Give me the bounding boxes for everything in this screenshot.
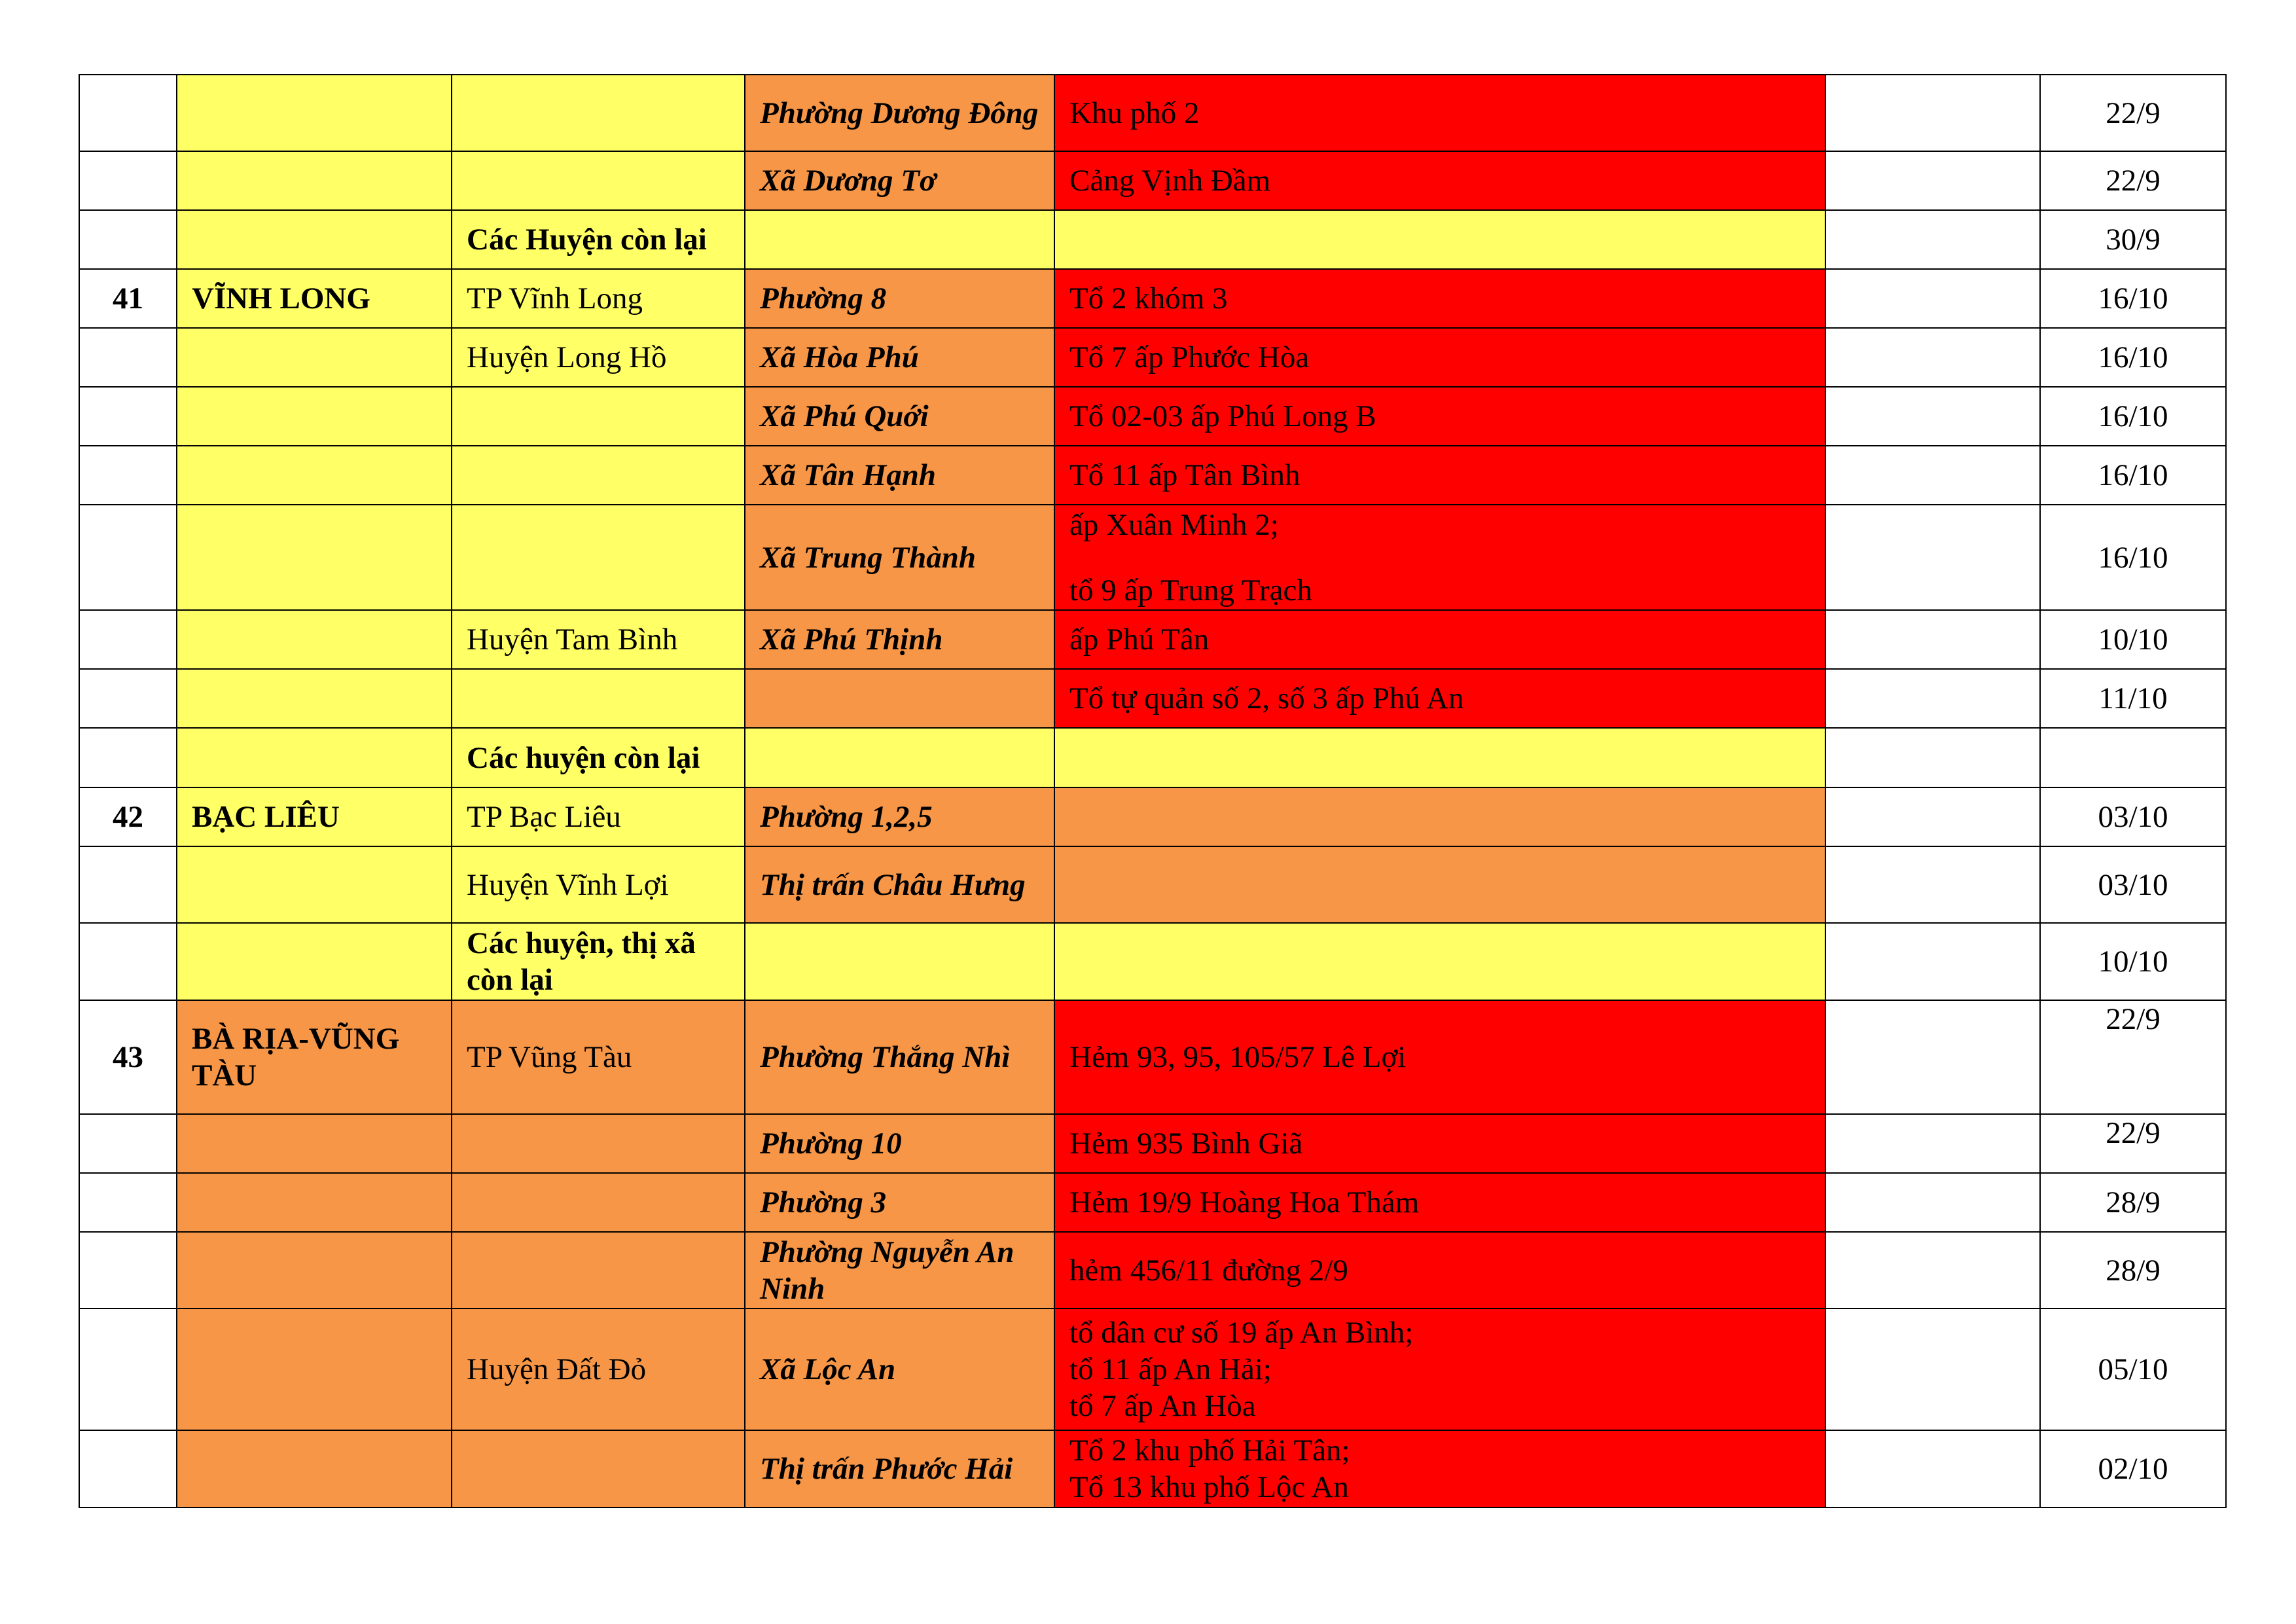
affected-area-cell bbox=[1054, 1000, 1825, 1114]
row-number-cell bbox=[79, 505, 177, 610]
table-body bbox=[79, 75, 2226, 1507]
date-cell: 22/9 bbox=[2040, 151, 2226, 210]
province-cell bbox=[177, 669, 452, 728]
date-cell: 11/10 bbox=[2040, 669, 2226, 728]
district-cell: TP Vĩnh Long bbox=[452, 269, 745, 328]
district-cell bbox=[452, 1114, 745, 1173]
table-row bbox=[79, 1114, 2226, 1173]
blank-cell bbox=[1825, 1114, 2040, 1173]
affected-area-cell bbox=[1054, 328, 1825, 387]
row-number-cell bbox=[79, 75, 177, 151]
district-cell: TP Bạc Liêu bbox=[452, 787, 745, 846]
affected-area-cell bbox=[1054, 610, 1825, 669]
table-row bbox=[79, 1000, 2226, 1114]
commune-cell: Xã Dương Tơ bbox=[745, 151, 1054, 210]
table-row bbox=[79, 846, 2226, 923]
date-cell bbox=[2040, 728, 2226, 787]
blank-cell bbox=[1825, 846, 2040, 923]
district-cell: Các huyện, thị xã còn lại bbox=[452, 923, 745, 1000]
outbreak-area-table bbox=[79, 74, 2227, 1508]
commune-cell bbox=[745, 669, 1054, 728]
affected-area-cell bbox=[1054, 787, 1825, 846]
province-cell bbox=[177, 446, 452, 505]
commune-cell: Xã Trung Thành bbox=[745, 505, 1054, 610]
blank-cell bbox=[1825, 1308, 2040, 1430]
commune-cell: Xã Lộc An bbox=[745, 1308, 1054, 1430]
affected-area-cell bbox=[1054, 210, 1825, 269]
affected-area-line: tổ dân cư số 19 ấp An Bình; bbox=[1069, 1316, 1414, 1350]
province-cell bbox=[177, 728, 452, 787]
date-cell: 16/10 bbox=[2040, 387, 2226, 446]
affected-area-cell bbox=[1054, 1232, 1825, 1308]
blank-cell bbox=[1825, 446, 2040, 505]
province-cell bbox=[177, 210, 452, 269]
affected-area-cell bbox=[1054, 151, 1825, 210]
province-cell bbox=[177, 151, 452, 210]
district-cell bbox=[452, 669, 745, 728]
row-number-cell: 41 bbox=[79, 269, 177, 328]
blank-cell bbox=[1825, 787, 2040, 846]
province-cell: BẠC LIÊU bbox=[177, 787, 452, 846]
province-cell bbox=[177, 1430, 452, 1507]
date-cell: 10/10 bbox=[2040, 923, 2226, 1000]
affected-area-line: Hẻm 935 Bình Giã bbox=[1069, 1127, 1303, 1161]
affected-area-cell bbox=[1054, 669, 1825, 728]
commune-cell: Phường Thắng Nhì bbox=[745, 1000, 1054, 1114]
blank-cell bbox=[1825, 75, 2040, 151]
table-row bbox=[79, 387, 2226, 446]
affected-area-cell bbox=[1054, 846, 1825, 923]
commune-cell: Xã Phú Quới bbox=[745, 387, 1054, 446]
date-cell: 22/9 bbox=[2040, 75, 2226, 151]
province-cell bbox=[177, 610, 452, 669]
district-cell: Các huyện còn lại bbox=[452, 728, 745, 787]
row-number-cell bbox=[79, 446, 177, 505]
line-spacer bbox=[1069, 543, 1810, 572]
district-cell bbox=[452, 1430, 745, 1507]
blank-cell bbox=[1825, 1430, 2040, 1507]
blank-cell bbox=[1825, 1173, 2040, 1232]
date-cell: 22/9 bbox=[2040, 1114, 2226, 1173]
province-cell bbox=[177, 923, 452, 1000]
row-number-cell bbox=[79, 669, 177, 728]
district-cell bbox=[452, 446, 745, 505]
affected-area-cell bbox=[1054, 923, 1825, 1000]
blank-cell bbox=[1825, 505, 2040, 610]
date-cell: 16/10 bbox=[2040, 446, 2226, 505]
district-cell bbox=[452, 1173, 745, 1232]
table-row bbox=[79, 1430, 2226, 1507]
affected-area-cell bbox=[1054, 505, 1825, 610]
table-row bbox=[79, 787, 2226, 846]
row-number-cell bbox=[79, 610, 177, 669]
blank-cell bbox=[1825, 1000, 2040, 1114]
table-row bbox=[79, 328, 2226, 387]
date-cell: 28/9 bbox=[2040, 1173, 2226, 1232]
affected-area-line: ấp Xuân Minh 2; bbox=[1069, 507, 1279, 542]
province-cell bbox=[177, 846, 452, 923]
commune-cell: Phường 8 bbox=[745, 269, 1054, 328]
commune-cell: Phường Nguyễn An Ninh bbox=[745, 1232, 1054, 1308]
affected-area-line: ấp Phú Tân bbox=[1069, 623, 1210, 657]
affected-area-line: Tổ 2 khóm 3 bbox=[1069, 281, 1228, 316]
commune-cell: Phường 10 bbox=[745, 1114, 1054, 1173]
district-cell bbox=[452, 151, 745, 210]
affected-area-line: Tổ 02-03 ấp Phú Long B bbox=[1069, 399, 1376, 433]
province-cell bbox=[177, 1308, 452, 1430]
affected-area-line: tổ 9 ấp Trung Trạch bbox=[1069, 573, 1312, 607]
province-cell: BÀ RỊA-VŨNG TÀU bbox=[177, 1000, 452, 1114]
date-cell: 10/10 bbox=[2040, 610, 2226, 669]
province-cell bbox=[177, 505, 452, 610]
affected-area-cell bbox=[1054, 1308, 1825, 1430]
province-cell bbox=[177, 1232, 452, 1308]
blank-cell bbox=[1825, 387, 2040, 446]
district-cell bbox=[452, 1232, 745, 1308]
row-number-cell: 43 bbox=[79, 1000, 177, 1114]
table-row bbox=[79, 210, 2226, 269]
commune-cell: Phường Dương Đông bbox=[745, 75, 1054, 151]
blank-cell bbox=[1825, 669, 2040, 728]
table-row bbox=[79, 1173, 2226, 1232]
table-row bbox=[79, 1232, 2226, 1308]
district-cell: Huyện Long Hồ bbox=[452, 328, 745, 387]
table-row bbox=[79, 269, 2226, 328]
province-cell bbox=[177, 75, 452, 151]
row-number-cell bbox=[79, 151, 177, 210]
date-cell: 16/10 bbox=[2040, 269, 2226, 328]
affected-area-line: Cảng Vịnh Đầm bbox=[1069, 164, 1271, 198]
row-number-cell bbox=[79, 328, 177, 387]
district-cell bbox=[452, 387, 745, 446]
affected-area-line: Hẻm 19/9 Hoàng Hoa Thám bbox=[1069, 1185, 1420, 1219]
blank-cell bbox=[1825, 728, 2040, 787]
table-row bbox=[79, 923, 2226, 1000]
date-cell: 22/9 bbox=[2040, 1000, 2226, 1114]
affected-area-line: tổ 7 ấp An Hòa bbox=[1069, 1389, 1256, 1423]
date-cell: 28/9 bbox=[2040, 1232, 2226, 1308]
table-row bbox=[79, 610, 2226, 669]
table-row bbox=[79, 446, 2226, 505]
district-cell: Huyện Đất Đỏ bbox=[452, 1308, 745, 1430]
row-number-cell bbox=[79, 387, 177, 446]
affected-area-line: Hẻm 93, 95, 105/57 Lê Lợi bbox=[1069, 1040, 1407, 1074]
affected-area-line: Tổ 2 khu phố Hải Tân; bbox=[1069, 1434, 1350, 1468]
blank-cell bbox=[1825, 210, 2040, 269]
row-number-cell bbox=[79, 728, 177, 787]
blank-cell bbox=[1825, 1232, 2040, 1308]
district-cell: Huyện Tam Bình bbox=[452, 610, 745, 669]
commune-cell bbox=[745, 728, 1054, 787]
blank-cell bbox=[1825, 269, 2040, 328]
affected-area-cell bbox=[1054, 1173, 1825, 1232]
date-cell: 02/10 bbox=[2040, 1430, 2226, 1507]
date-cell: 16/10 bbox=[2040, 328, 2226, 387]
blank-cell bbox=[1825, 610, 2040, 669]
commune-cell: Xã Tân Hạnh bbox=[745, 446, 1054, 505]
affected-area-cell bbox=[1054, 75, 1825, 151]
commune-cell: Thị trấn Phước Hải bbox=[745, 1430, 1054, 1507]
affected-area-cell bbox=[1054, 728, 1825, 787]
commune-cell bbox=[745, 923, 1054, 1000]
district-cell bbox=[452, 75, 745, 151]
commune-cell: Xã Hòa Phú bbox=[745, 328, 1054, 387]
date-cell: 03/10 bbox=[2040, 787, 2226, 846]
blank-cell bbox=[1825, 151, 2040, 210]
province-cell bbox=[177, 1173, 452, 1232]
district-cell: TP Vũng Tàu bbox=[452, 1000, 745, 1114]
table-row bbox=[79, 75, 2226, 151]
table-row bbox=[79, 505, 2226, 610]
commune-cell: Phường 3 bbox=[745, 1173, 1054, 1232]
district-cell: Các Huyện còn lại bbox=[452, 210, 745, 269]
affected-area-line: Tổ 7 ấp Phước Hòa bbox=[1069, 340, 1310, 374]
row-number-cell bbox=[79, 1232, 177, 1308]
province-cell: VĨNH LONG bbox=[177, 269, 452, 328]
table-row bbox=[79, 1308, 2226, 1430]
affected-area-line: hẻm 456/11 đường 2/9 bbox=[1069, 1253, 1348, 1288]
table-row bbox=[79, 728, 2226, 787]
affected-area-line: Tổ tự quản số 2, số 3 ấp Phú An bbox=[1069, 681, 1464, 715]
date-cell: 05/10 bbox=[2040, 1308, 2226, 1430]
blank-cell bbox=[1825, 328, 2040, 387]
row-number-cell bbox=[79, 923, 177, 1000]
affected-area-line: tổ 11 ấp An Hải; bbox=[1069, 1352, 1272, 1386]
commune-cell bbox=[745, 210, 1054, 269]
province-cell bbox=[177, 1114, 452, 1173]
commune-cell: Xã Phú Thịnh bbox=[745, 610, 1054, 669]
date-cell: 16/10 bbox=[2040, 505, 2226, 610]
affected-area-cell bbox=[1054, 1114, 1825, 1173]
table-row bbox=[79, 151, 2226, 210]
row-number-cell bbox=[79, 1308, 177, 1430]
table-row bbox=[79, 669, 2226, 728]
district-cell bbox=[452, 505, 745, 610]
row-number-cell bbox=[79, 846, 177, 923]
blank-cell bbox=[1825, 923, 2040, 1000]
affected-area-cell bbox=[1054, 1430, 1825, 1507]
row-number-cell bbox=[79, 1430, 177, 1507]
affected-area-line: Khu phố 2 bbox=[1069, 96, 1200, 130]
row-number-cell bbox=[79, 1114, 177, 1173]
affected-area-cell bbox=[1054, 269, 1825, 328]
commune-cell: Phường 1,2,5 bbox=[745, 787, 1054, 846]
affected-area-line: Tổ 11 ấp Tân Bình bbox=[1069, 458, 1300, 492]
affected-area-line: Tổ 13 khu phố Lộc An bbox=[1069, 1470, 1349, 1504]
row-number-cell: 42 bbox=[79, 787, 177, 846]
province-cell bbox=[177, 328, 452, 387]
date-cell: 30/9 bbox=[2040, 210, 2226, 269]
affected-area-cell bbox=[1054, 446, 1825, 505]
affected-area-cell bbox=[1054, 387, 1825, 446]
row-number-cell bbox=[79, 1173, 177, 1232]
district-cell: Huyện Vĩnh Lợi bbox=[452, 846, 745, 923]
row-number-cell bbox=[79, 210, 177, 269]
date-cell: 03/10 bbox=[2040, 846, 2226, 923]
province-cell bbox=[177, 387, 452, 446]
commune-cell: Thị trấn Châu Hưng bbox=[745, 846, 1054, 923]
